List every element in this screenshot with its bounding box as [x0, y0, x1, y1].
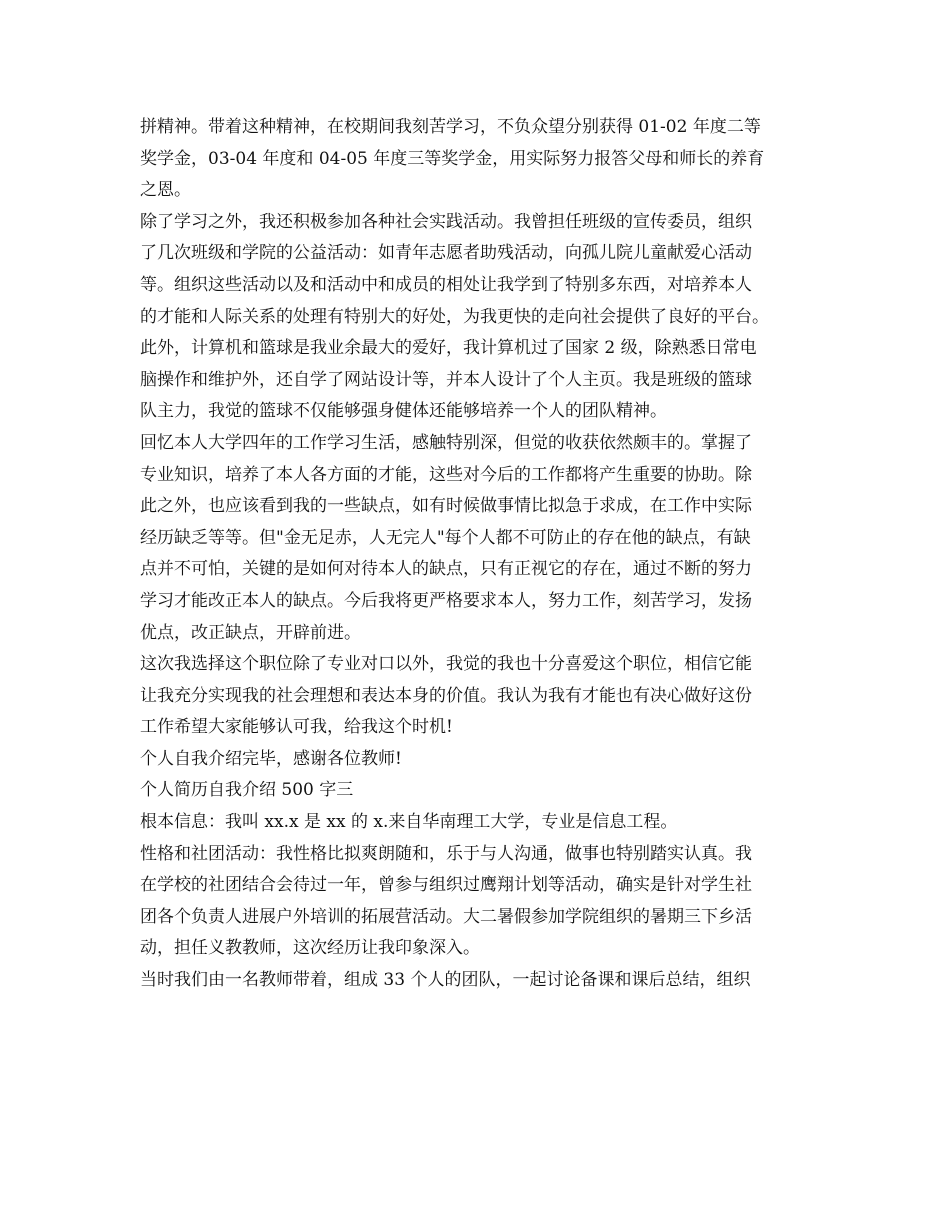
paragraph-1: 拼精神。带着这种精神，在校期间我刻苦学习，不负众望分别获得 01-02 年度二等 奖学金，03-04 年度和 04-05 年度三等奖学金，用实际努力报答父母和师长的养育 之恩。 — [140, 117, 765, 201]
document-body — [140, 112, 830, 997]
paragraph-2: 除了学习之外，我还积极参加各种社会实践活动。我曾担任班级的宣传委员，组织 了几次班级和学院的公益活动：如青年志愿者助残活动，向孤儿院儿童献爱心活动 等。组织这些活动以及和活动中和成员的相处让我学到了特别多东西，对培养本人 的才能和人际关系的处理有特别大的好处，为我更快的走向社会提供了良好的平台。 — [140, 211, 769, 327]
paragraph-3: 此外，计算机和篮球是我业余最大的爱好，我计算机过了国家 2 级，除熟悉日常电 脑操作和维护外，还自学了网站设计等，并本人设计了个人主页。我是班级的篮球 队主力，我觉的篮球不仅能够强身健体还能够培养一个人的团队精神。 — [140, 338, 757, 422]
section-heading: 个人简历自我介绍 500 字三 — [140, 780, 354, 801]
paragraph-9: 当时我们由一名教师带着，组成 33 个人的团队，一起讨论备课和课后总结，组织 — [140, 970, 751, 991]
paragraph-6: 个人自我介绍完毕，感谢各位教师! — [140, 748, 402, 769]
paragraph-7: 根本信息：我叫 xx.x 是 xx 的 x.来自华南理工大学，专业是信息工程。 — [140, 812, 678, 833]
paragraph-5: 这次我选择这个职位除了专业对口以外，我觉的我也十分喜爱这个职位，相信它能 让我充分实现我的社会理想和表达本身的价值。我认为我有才能也有决心做好这份 工作希望大家能够认可我，给我这个时机! — [140, 654, 752, 738]
paragraph-8: 性格和社团活动：我性格比拟爽朗随和，乐于与人沟通，做事也特别踏实认真。我 在学校的社团结合会待过一年，曾参与组织过鹰翔计划等活动，确实是针对学生社 团各个负责人进展户外培训的拓展营活动。大二暑假参加学院组织的暑期三下乡活 动，担任义教教师，这次经历让我印象深入。 — [140, 843, 752, 959]
paragraph-4: 回忆本人大学四年的工作学习生活，感触特别深，但觉的收获依然颇丰的。掌握了 专业知识，培养了本人各方面的才能，这些对今后的工作都将产生重要的协助。除 此之外，也应该看到我的一些缺点，如有时候做事情比拟急于求成，在工作中实际 经历缺乏等等。但"金无足赤，人无完人"每个人都不可防止的存在他的缺点，有缺 点并不可怕，关键的是如何对待本人的缺点，只有正视它的存在，通过不断的努力 学习才能改正本人的缺点。今后我将更严格要求本人，努力工作，刻苦学习，发扬 优点，改正缺点，开辟前进。 — [140, 432, 752, 643]
